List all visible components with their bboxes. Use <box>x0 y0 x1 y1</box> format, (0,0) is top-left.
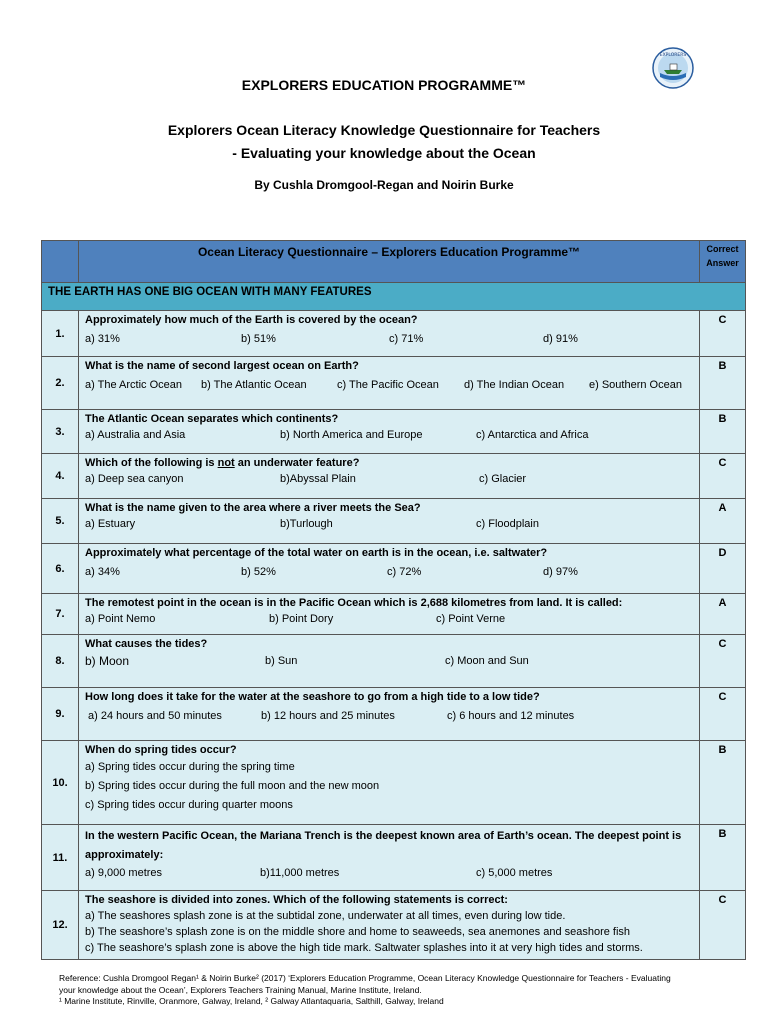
questionnaire-title: Explorers Ocean Literacy Knowledge Questionnaire for Teachers <box>167 122 601 138</box>
question-number: 6. <box>42 544 79 594</box>
question-options <box>85 865 699 882</box>
question-text: What is the name of second largest ocean on Earth? <box>85 360 359 372</box>
question-row <box>42 357 746 410</box>
option: a) Australia and Asia <box>85 429 186 441</box>
question-row <box>42 410 746 454</box>
question-number: 4. <box>42 454 79 499</box>
correct-answer: B <box>700 741 746 825</box>
correct-answer: A <box>700 594 746 635</box>
option: c) The seashore’s splash zone is above the high tide mark. Saltwater splashes into it at very high tides and storms. <box>85 942 643 954</box>
option: a) 31% <box>85 333 120 345</box>
option: b) North America and Europe <box>280 429 423 441</box>
option: a) 34% <box>85 566 120 578</box>
question-options <box>85 427 699 444</box>
option: b) Moon <box>85 654 130 668</box>
question-row <box>42 454 746 499</box>
option: b) Point Dory <box>269 613 334 625</box>
questionnaire-table <box>41 240 746 960</box>
option: a) Spring tides occur during the spring time <box>85 761 295 773</box>
correct-answer: D <box>700 544 746 594</box>
option: d) 91% <box>543 333 578 345</box>
question-row <box>42 825 746 891</box>
option: b) The Atlantic Ocean <box>201 379 307 391</box>
option: d) The Indian Ocean <box>464 379 565 391</box>
question-row <box>42 311 746 357</box>
option: c) 71% <box>389 333 424 345</box>
option: b) Sun <box>265 655 298 667</box>
question-row <box>42 544 746 594</box>
reference-footer <box>59 973 729 1008</box>
reference-line: Reference: Cushla Dromgool Regan¹ & Noirin Burke² (2017) ‘Explorers Education Programme, Ocean Literacy Knowledge Questionnaire for Teachers - Evaluating <box>59 973 671 983</box>
question-row <box>42 594 746 635</box>
question-options <box>85 705 699 722</box>
question-options <box>85 471 699 488</box>
question-options <box>85 328 699 345</box>
option: d) 97% <box>543 566 578 578</box>
option: a) The Arctic Ocean <box>85 379 183 391</box>
correct-answer: C <box>700 454 746 499</box>
question-text: Approximately how much of the Earth is covered by the ocean? <box>85 314 418 326</box>
question-text: Approximately what percentage of the total water on earth is in the ocean, i.e. saltwater? <box>85 547 548 559</box>
question-row <box>42 741 746 825</box>
correct-answer: B <box>700 410 746 454</box>
question-options <box>85 611 699 628</box>
correct-answer: B <box>700 357 746 410</box>
option: c) Spring tides occur during quarter moons <box>85 799 293 811</box>
option: b) 51% <box>241 333 276 345</box>
option: a) Point Nemo <box>85 613 156 625</box>
section-heading: THE EARTH HAS ONE BIG OCEAN WITH MANY FEATURES <box>42 283 746 311</box>
question-options <box>85 652 699 669</box>
option: a) The seashores splash zone is at the subtidal zone, underwater at all times, even during low tide. <box>85 910 566 922</box>
option: c) The Pacific Ocean <box>337 379 439 391</box>
option: a) 9,000 metres <box>85 867 163 879</box>
correct-answer: A <box>700 499 746 544</box>
question-text: The seashore is divided into zones. Which of the following statements is correct: <box>85 894 508 906</box>
option: b)Abyssal Plain <box>280 473 356 485</box>
question-text: When do spring tides occur? <box>85 744 237 756</box>
option: c) Antarctica and Africa <box>476 429 589 441</box>
question-number: 5. <box>42 499 79 544</box>
question-options <box>85 374 699 391</box>
question-number: 11. <box>42 825 79 891</box>
question-text: The Atlantic Ocean separates which continents? <box>85 413 339 425</box>
correct-answer: B <box>700 825 746 891</box>
correct-answer: C <box>700 635 746 688</box>
option: c) Floodplain <box>476 518 539 530</box>
affiliations-line: ¹ Marine Institute, Rinville, Oranmore, Galway, Ireland, ² Galway Atlantaquaria, Salthill, Galway, Ireland <box>59 996 444 1006</box>
svg-text:EXPLORERS: EXPLORERS <box>659 53 687 58</box>
option: b) 52% <box>241 566 276 578</box>
option: a) Deep sea canyon <box>85 473 184 485</box>
option: a) 24 hours and 50 minutes <box>88 710 222 722</box>
option: c) Point Verne <box>436 613 506 625</box>
option: b)11,000 metres <box>260 867 340 879</box>
option: c) 72% <box>387 566 422 578</box>
question-number: 3. <box>42 410 79 454</box>
question-row <box>42 499 746 544</box>
question-number: 1. <box>42 311 79 357</box>
question-row <box>42 688 746 741</box>
question-text: What causes the tides? <box>85 638 208 650</box>
question-number: 8. <box>42 635 79 688</box>
option: c) Glacier <box>479 473 527 485</box>
section-row <box>42 283 746 311</box>
question-number: 2. <box>42 357 79 410</box>
table-title-row <box>42 241 746 283</box>
question-row <box>42 635 746 688</box>
question-number: 7. <box>42 594 79 635</box>
question-number: 9. <box>42 688 79 741</box>
option: b)Turlough <box>280 518 333 530</box>
question-text: Which of the following is not an underwater feature? <box>85 457 360 469</box>
correct-answer: C <box>700 311 746 357</box>
question-text: The remotest point in the ocean is in the Pacific Ocean which is 2,688 kilometres from land. It is called: <box>85 597 623 609</box>
option: e) Southern Ocean <box>589 379 682 391</box>
question-number: 12. <box>42 891 79 960</box>
option: b) The seashore’s splash zone is on the middle shore and home to seaweeds, sea anemones and seashore fish <box>85 926 631 938</box>
correct-answer-header: Correct Answer <box>706 244 739 268</box>
option: a) Estuary <box>85 518 136 530</box>
reference-line: your knowledge about the Ocean’, Explorers Teachers Training Manual, Marine Institute, Ireland. <box>59 984 422 995</box>
question-text: How long does it take for the water at the seashore to go from a high tide to a low tide? <box>85 691 540 703</box>
correct-answer: C <box>700 891 746 960</box>
question-number: 10. <box>42 741 79 825</box>
question-options <box>85 561 699 578</box>
option: c) 5,000 metres <box>476 867 553 879</box>
questionnaire-subtitle: - Evaluating your knowledge about the Ocean <box>232 145 536 161</box>
question-row <box>42 891 746 960</box>
option: c) 6 hours and 12 minutes <box>447 710 575 722</box>
question-text: What is the name given to the area where a river meets the Sea? <box>85 502 421 514</box>
option: c) Moon and Sun <box>445 655 529 667</box>
question-options <box>85 516 699 533</box>
correct-answer: C <box>700 688 746 741</box>
question-text: In the western Pacific Ocean, the Mariana Trench is the deepest known area of Earth’s ocean. The deepest point is approximately: <box>85 830 682 861</box>
option: b) 12 hours and 25 minutes <box>261 710 395 722</box>
authors-line: By Cushla Dromgool-Regan and Noirin Burke <box>254 178 514 192</box>
programme-title: EXPLORERS EDUCATION PROGRAMME™ <box>241 77 527 93</box>
table-title: Ocean Literacy Questionnaire – Explorers Education Programme™ <box>197 245 581 259</box>
option: b) Spring tides occur during the full moon and the new moon <box>85 780 380 792</box>
